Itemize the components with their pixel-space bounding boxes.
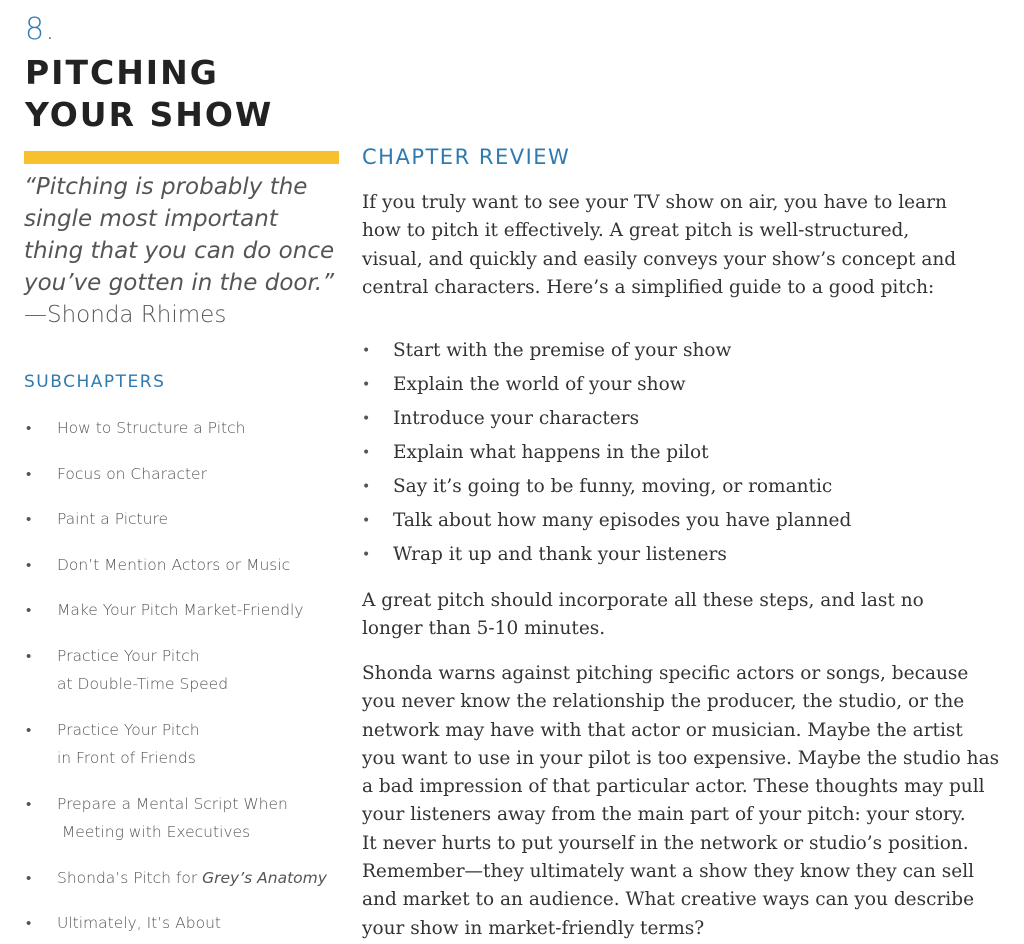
quote-line: single most important bbox=[24, 206, 278, 232]
pitch-step-text: Introduce your characters bbox=[393, 408, 640, 429]
subchapter-label: Practice Your Pitch bbox=[57, 647, 200, 665]
bullet-icon: • bbox=[26, 721, 32, 739]
bullet-icon: • bbox=[362, 343, 371, 359]
bullet-icon: • bbox=[26, 869, 32, 887]
subchapter-label: Practice Your Pitch bbox=[57, 721, 200, 739]
chapter-number: 8. bbox=[25, 12, 56, 47]
pitch-step-text: Explain what happens in the pilot bbox=[393, 442, 709, 463]
subchapter-label: Paint a Picture bbox=[57, 510, 169, 528]
bullet-icon: • bbox=[362, 377, 371, 393]
text-line: If you truly want to see your TV show on air, you have to learn bbox=[362, 192, 947, 213]
bullet-icon: • bbox=[26, 419, 32, 437]
pitch-step-text: Start with the premise of your show bbox=[393, 340, 732, 361]
review-paragraph-2 bbox=[362, 587, 1022, 644]
chapter-title-line: PITCHING bbox=[25, 53, 219, 92]
review-paragraph-3 bbox=[362, 660, 1022, 943]
pitch-step-text: Wrap it up and thank your listeners bbox=[393, 544, 727, 565]
bullet-icon: • bbox=[26, 601, 32, 619]
pitch-step-text: Explain the world of your show bbox=[393, 374, 686, 395]
subchapter-label: Prepare a Mental Script When bbox=[57, 795, 288, 813]
text-line: your show in market-friendly terms? bbox=[362, 917, 705, 939]
subchapter-label-line2: Meeting with Executives bbox=[57, 823, 251, 841]
text-line: Remember—they ultimately want a show they know they can sell bbox=[362, 861, 975, 883]
subchapter-label-text: Shonda’s Pitch for bbox=[57, 869, 203, 887]
quote-line: “Pitching is probably the bbox=[24, 174, 308, 200]
subchapter-item[interactable] bbox=[26, 505, 169, 533]
text-line: a bad impression of that particular actor. These thoughts may pull bbox=[362, 776, 985, 798]
subchapter-label-line2: in Front of Friends bbox=[57, 749, 196, 767]
bullet-icon: • bbox=[362, 513, 371, 529]
accent-bar bbox=[24, 151, 339, 164]
subchapter-item[interactable] bbox=[26, 864, 327, 892]
text-line: you want to use in your pilot is too expensive. Maybe the studio has bbox=[362, 747, 1000, 769]
chapter-title-line: YOUR SHOW bbox=[25, 95, 274, 134]
bullet-icon: • bbox=[26, 795, 32, 813]
bullet-icon: • bbox=[362, 411, 371, 427]
quote-attribution: —Shonda Rhimes bbox=[24, 302, 227, 328]
text-line: and market to an audience. What creative ways can you describe bbox=[362, 889, 975, 911]
subchapter-label-italic: Grey’s Anatomy bbox=[202, 869, 327, 887]
subchapters-heading: SUBCHAPTERS bbox=[24, 372, 166, 392]
text-line: Shonda warns against pitching specific actors or songs, because bbox=[362, 663, 969, 684]
subchapter-label: Make Your Pitch Market-Friendly bbox=[57, 601, 304, 619]
chapter-review-heading: CHAPTER REVIEW bbox=[362, 145, 571, 169]
subchapter-item[interactable] bbox=[26, 790, 288, 846]
text-line: It never hurts to put yourself in the network or studio’s position. bbox=[362, 832, 969, 854]
bullet-icon: • bbox=[26, 647, 32, 665]
pitch-step-text: Talk about how many episodes you have planned bbox=[393, 510, 852, 531]
review-intro-paragraph bbox=[362, 189, 1022, 302]
pull-quote bbox=[24, 171, 344, 331]
text-line: longer than 5-10 minutes. bbox=[362, 618, 606, 640]
subchapter-item[interactable] bbox=[26, 596, 304, 624]
subchapter-item[interactable] bbox=[26, 414, 246, 442]
subchapter-label: Ultimately, It’s About bbox=[57, 914, 221, 932]
text-line: how to pitch it effectively. A great pitch is well-structured, bbox=[362, 220, 910, 242]
subchapter-item[interactable] bbox=[26, 716, 200, 772]
subchapter-item[interactable] bbox=[26, 642, 229, 698]
text-line: central characters. Here’s a simplified guide to a good pitch: bbox=[362, 276, 935, 298]
bullet-icon: • bbox=[362, 445, 371, 461]
subchapter-label-line2: at Double-Time Speed bbox=[57, 675, 229, 693]
subchapter-item[interactable] bbox=[26, 551, 291, 579]
text-line: you never know the relationship the producer, the studio, or the bbox=[362, 691, 965, 713]
bullet-icon: • bbox=[362, 479, 371, 495]
text-line: your listeners away from the main part of your pitch: your story. bbox=[362, 804, 966, 826]
chapter-title bbox=[25, 52, 273, 136]
subchapter-label: Focus on Character bbox=[57, 465, 207, 483]
bullet-icon: • bbox=[26, 510, 32, 528]
subchapter-label: How to Structure a Pitch bbox=[57, 419, 246, 437]
text-line: A great pitch should incorporate all these steps, and last no bbox=[362, 590, 924, 611]
subchapter-item[interactable] bbox=[26, 909, 221, 937]
text-line: visual, and quickly and easily conveys your show’s concept and bbox=[362, 248, 957, 270]
subchapter-item[interactable] bbox=[26, 460, 207, 488]
subchapter-label bbox=[57, 864, 327, 892]
bullet-icon: • bbox=[26, 556, 32, 574]
bullet-icon: • bbox=[26, 465, 32, 483]
quote-line: you’ve gotten in the door.” bbox=[24, 270, 335, 296]
pitch-step-text: Say it’s going to be funny, moving, or romantic bbox=[393, 476, 833, 497]
subchapter-label: Don’t Mention Actors or Music bbox=[57, 556, 291, 574]
bullet-icon: • bbox=[26, 914, 32, 932]
bullet-icon: • bbox=[362, 547, 371, 563]
text-line: network may have with that actor or musician. Maybe the artist bbox=[362, 719, 963, 741]
quote-line: thing that you can do once bbox=[24, 238, 335, 264]
